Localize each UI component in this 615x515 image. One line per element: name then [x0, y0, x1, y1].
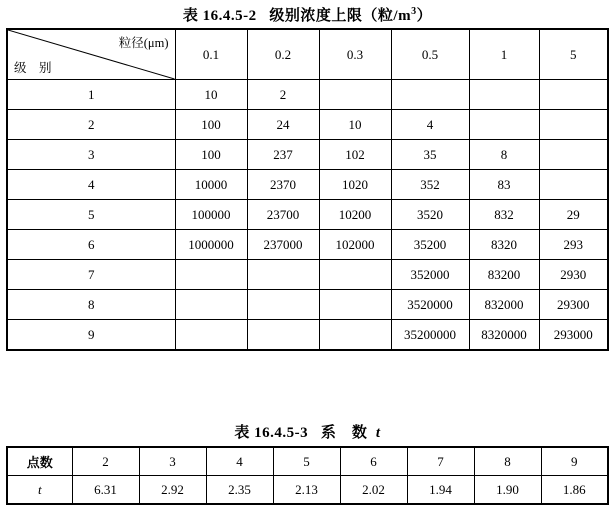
cell-value: 100 [175, 140, 247, 170]
table-header-row [7, 29, 608, 80]
cell-value [319, 320, 391, 351]
cell-value: 83200 [469, 260, 539, 290]
cell-value: 35200 [391, 230, 469, 260]
table-2-title-symbol: t [375, 425, 381, 441]
cell-value: 8320000 [469, 320, 539, 351]
cell-value [539, 140, 608, 170]
cell-value: 832000 [469, 290, 539, 320]
cell-value: 100 [175, 110, 247, 140]
table-2-container [6, 446, 607, 505]
cell-value: 10 [319, 110, 391, 140]
cell-value: 352 [391, 170, 469, 200]
table-1-title-text: 级别浓度上限（粒/m [269, 8, 412, 24]
row-header-points: 点数 [7, 447, 72, 476]
cell-value: 10 [175, 80, 247, 110]
row-level-label: 4 [7, 170, 175, 200]
cell-value [539, 110, 608, 140]
cell-value: 23700 [247, 200, 319, 230]
cell-value: 8320 [469, 230, 539, 260]
table-2-title-number: 表 16.4.5-3 [234, 425, 309, 441]
cell-value: 5 [273, 447, 340, 476]
table-row [7, 80, 608, 110]
cell-value [247, 260, 319, 290]
table-row [7, 170, 608, 200]
row-level-label: 2 [7, 110, 175, 140]
cell-value: 352000 [391, 260, 469, 290]
row-level-label: 5 [7, 200, 175, 230]
cell-value: 1020 [319, 170, 391, 200]
row-level-label: 7 [7, 260, 175, 290]
table-row [7, 260, 608, 290]
coefficient-t-table [6, 446, 609, 505]
cell-value [175, 320, 247, 351]
cell-value: 2.92 [139, 476, 206, 505]
table-row [7, 320, 608, 351]
cell-value: 237000 [247, 230, 319, 260]
cell-value: 2.02 [340, 476, 407, 505]
cell-value: 4 [391, 110, 469, 140]
row-level-label: 3 [7, 140, 175, 170]
cell-value: 293000 [539, 320, 608, 351]
cell-value: 29300 [539, 290, 608, 320]
cell-value [539, 170, 608, 200]
concentration-limits-table [6, 28, 609, 351]
cell-value: 8 [474, 447, 541, 476]
cell-value: 3 [139, 447, 206, 476]
cell-value [175, 290, 247, 320]
row-level-label: 6 [7, 230, 175, 260]
column-header-0: 0.1 [175, 29, 247, 80]
cell-value: 35200000 [391, 320, 469, 351]
table-1-container [6, 28, 607, 351]
cell-value [175, 260, 247, 290]
cell-value: 2.13 [273, 476, 340, 505]
cell-value: 2 [247, 80, 319, 110]
cell-value: 4 [206, 447, 273, 476]
cell-value: 1.86 [541, 476, 608, 505]
table-row [7, 200, 608, 230]
cell-value: 100000 [175, 200, 247, 230]
cell-value: 1000000 [175, 230, 247, 260]
cell-value: 293 [539, 230, 608, 260]
cell-value: 832 [469, 200, 539, 230]
table-row [7, 140, 608, 170]
cell-value [319, 80, 391, 110]
cell-value: 2 [72, 447, 139, 476]
cell-value [469, 110, 539, 140]
cell-value [469, 80, 539, 110]
cell-value: 3520 [391, 200, 469, 230]
cell-value: 10000 [175, 170, 247, 200]
cell-value: 1.94 [407, 476, 474, 505]
cell-value: 102 [319, 140, 391, 170]
column-header-3: 0.5 [391, 29, 469, 80]
table-row [7, 110, 608, 140]
table-row [7, 476, 608, 505]
cell-value [319, 290, 391, 320]
cell-value: 9 [541, 447, 608, 476]
column-header-4: 1 [469, 29, 539, 80]
table-row [7, 290, 608, 320]
cell-value: 2.35 [206, 476, 273, 505]
table-row [7, 447, 608, 476]
row-level-label: 1 [7, 80, 175, 110]
cell-value: 102000 [319, 230, 391, 260]
column-header-2: 0.3 [319, 29, 391, 80]
cell-value: 35 [391, 140, 469, 170]
cell-value [247, 320, 319, 351]
table-2-title-text: 系 数 [320, 425, 368, 441]
table-1-title-superscript: 3 [411, 6, 417, 17]
cell-value: 6 [340, 447, 407, 476]
row-header-t: t [7, 476, 72, 505]
cell-value: 83 [469, 170, 539, 200]
cell-value: 8 [469, 140, 539, 170]
table-row [7, 230, 608, 260]
table-corner-cell [7, 29, 175, 80]
table-1-title [0, 4, 615, 25]
row-level-label: 9 [7, 320, 175, 351]
cell-value [539, 80, 608, 110]
table-2-title [0, 421, 615, 442]
cell-value: 2930 [539, 260, 608, 290]
cell-value: 10200 [319, 200, 391, 230]
corner-label-class: 级 别 [14, 61, 52, 75]
cell-value [247, 290, 319, 320]
table-1-title-suffix: ） [416, 8, 433, 24]
column-header-1: 0.2 [247, 29, 319, 80]
column-header-5: 5 [539, 29, 608, 80]
cell-value: 29 [539, 200, 608, 230]
cell-value: 24 [247, 110, 319, 140]
cell-value: 2370 [247, 170, 319, 200]
table-1-title-number: 表 16.4.5-2 [182, 8, 257, 24]
cell-value: 3520000 [391, 290, 469, 320]
cell-value: 237 [247, 140, 319, 170]
cell-value [391, 80, 469, 110]
cell-value: 7 [407, 447, 474, 476]
cell-value: 6.31 [72, 476, 139, 505]
row-level-label: 8 [7, 290, 175, 320]
cell-value: 1.90 [474, 476, 541, 505]
corner-label-particle-size: 粒径(μm) [118, 36, 169, 50]
cell-value [319, 260, 391, 290]
